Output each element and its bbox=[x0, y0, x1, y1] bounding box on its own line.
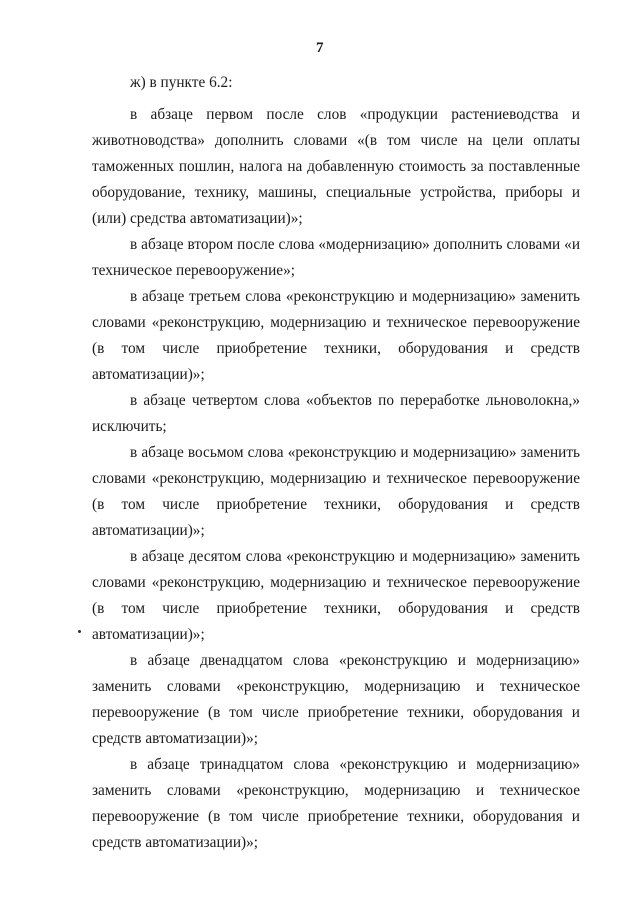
section-heading: ж) в пункте 6.2: bbox=[130, 74, 233, 91]
document-body bbox=[92, 70, 580, 856]
page-number: 7 bbox=[316, 40, 324, 56]
paragraph-2: в абзаце втором после слова «модернизацию» дополнить словами «и техническое перевооружение»; bbox=[92, 236, 580, 279]
paragraph-5: в абзаце восьмом слова «реконструкцию и модернизацию» заменить словами «реконструкцию, модернизацию и техническое перевооружение (в том числе приобретение техники, оборудования и средств автоматизации)»; bbox=[92, 444, 580, 539]
paragraph-1: в абзаце первом после слов «продукции растениеводства и животноводства» дополнить словами «(в том числе на цели оплаты таможенных пошлин, налога на добавленную стоимость за поставленные оборудование, технику, машины, специальные устройства, приборы и (или) средства автоматизации)»; bbox=[92, 106, 580, 227]
paragraph-3: в абзаце третьем слова «реконструкцию и модернизацию» заменить словами «реконструкцию, модернизацию и техническое перевооружение (в том числе приобретение техники, оборудования и средств автоматизации)»; bbox=[92, 288, 580, 383]
paragraph-6: в абзаце десятом слова «реконструкцию и модернизацию» заменить словами «реконструкцию, модернизацию и техническое перевооружение (в том числе приобретение техники, оборудования и средств автоматизации)»; bbox=[92, 548, 580, 643]
paragraph-8: в абзаце тринадцатом слова «реконструкцию и модернизацию» заменить словами «реконструкцию, модернизацию и техническое перевооружение (в том числе приобретение техники, оборудования и средств автоматизации)»; bbox=[92, 756, 580, 851]
scan-artifact-dot bbox=[78, 630, 81, 633]
paragraph-7: в абзаце двенадцатом слова «реконструкцию и модернизацию» заменить словами «реконструкцию, модернизацию и техническое перевооружение (в том числе приобретение техники, оборудования и средств автоматизации)»; bbox=[92, 652, 580, 747]
paragraph-4: в абзаце четвертом слова «объектов по переработке льноволокна,» исключить; bbox=[92, 392, 580, 435]
